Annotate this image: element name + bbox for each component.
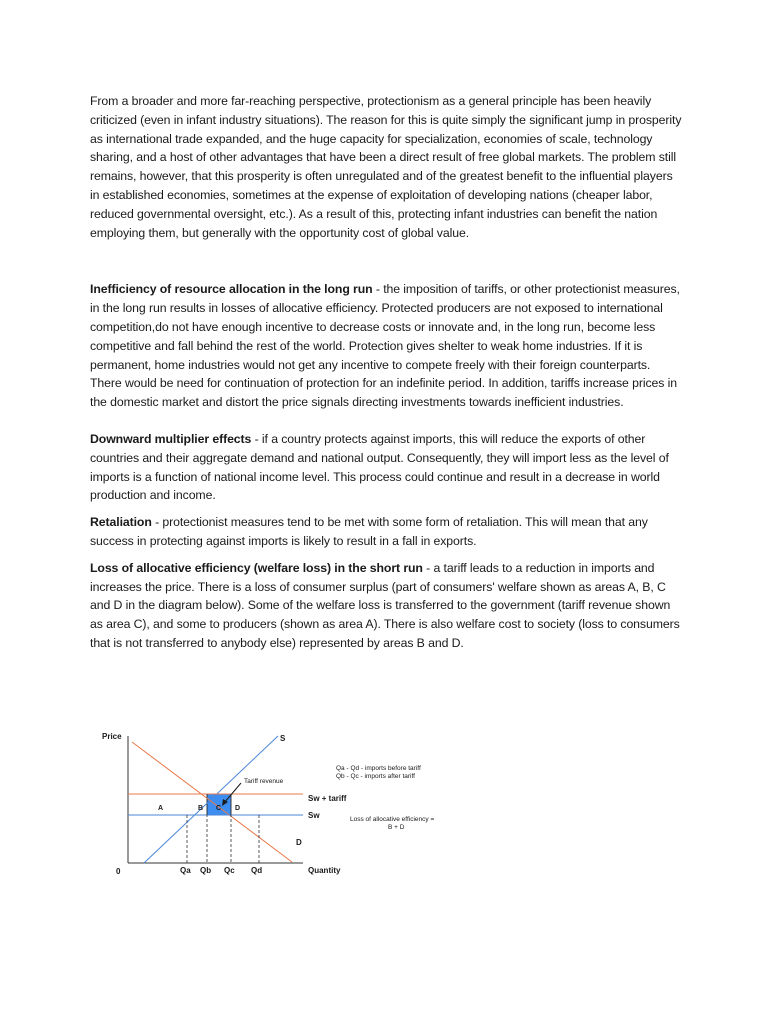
section-body: - a tariff leads to a reduction in imports and increases the price. There is a loss of consumer surplus (part of consumers' welfare shown as areas A, B, C and D in the diagram below). Some of the welfare loss is transferred to the government (tariff revenue shown as area C), and some to producers (shown as area A). There is also welfare cost to society (loss to consumers that is not transferred to anybody else) represented by areas B and D.: [90, 560, 680, 650]
demand-curve: [132, 742, 292, 862]
qa-label: Qa: [180, 866, 191, 875]
section-body: - the imposition of tariffs, or other protectionist measures, in the long run results in losses of allocative efficiency. Protected producers are not exposed to international competition,do not have enough incentive to decrease costs or innovate and, in the long run, become less competitive and fall behind the rest of the world. Protection gives shelter to weak home industries. If it is permanent, home industries would not get any incentive to compete freely with their foreign counterparts. There would be need for continuation of protection for an indefinite period. In addition, tariffs increase prices in the domestic market and distort the price signals directing investments towards inefficient industries.: [90, 282, 680, 410]
imports-note-2: Qb - Qc - imports after tariff: [336, 773, 415, 780]
area-d-label: D: [235, 805, 241, 812]
document-page: [90, 92, 682, 661]
loss-note-1: Loss of allocative efficiency =: [350, 816, 435, 823]
section-heading: Retaliation: [90, 515, 152, 530]
tariff-revenue-arrow: [224, 783, 241, 803]
tariff-diagram: [96, 724, 476, 884]
sw-tariff-label: Sw + tariff: [308, 794, 347, 803]
qd-label: Qd: [251, 866, 263, 875]
loss-note-2: B + D: [388, 824, 405, 831]
tariff-diagram-svg: [96, 724, 476, 884]
imports-note-1: Qa - Qd - imports before tariff: [336, 765, 421, 772]
area-a-label: A: [158, 805, 164, 812]
section-body: - protectionist measures tend to be met with some form of retaliation. This will mean that any success in protecting against imports is likely to result in a fall in exports.: [90, 515, 648, 548]
section-multiplier: [90, 430, 682, 505]
qb-label: Qb: [200, 866, 212, 875]
section-retaliation: [90, 513, 682, 551]
section-inefficiency: [90, 280, 682, 412]
supply-label: S: [280, 734, 286, 743]
supply-curve: [144, 736, 278, 863]
section-welfare-loss: [90, 559, 682, 653]
sw-label: Sw: [308, 811, 320, 820]
origin-label: 0: [116, 867, 121, 876]
section-heading: Downward multiplier effects: [90, 431, 252, 446]
x-axis-label: Quantity: [308, 866, 341, 875]
area-b-label: B: [198, 805, 204, 812]
tariff-revenue-label: Tariff revenue: [244, 778, 284, 785]
section-body: - if a country protects against imports, this will reduce the exports of other countries and their aggregate demand and national output. Consequently, they will import less as the level of imports is a function of national income level. This process could continue and result in a decrease in world production and income.: [90, 431, 669, 503]
demand-label: D: [296, 838, 302, 847]
section-heading: Inefficiency of resource allocation in the long run: [90, 282, 373, 297]
y-axis-label: Price: [102, 732, 122, 741]
area-c-label: C: [216, 805, 222, 812]
intro-paragraph: From a broader and more far-reaching perspective, protectionism as a general principle has been heavily criticized (even in infant industry situations). The reason for this is quite simply the significant jump in prosperity as international trade expanded, and the huge capacity for specialization, economies of scale, technology sharing, and a host of other advantages that have been a direct result of free global markets. The problem still remains, however, that this prosperity is often unregulated and of the greatest benefit to the influential players in established economies, sometimes at the expense of exploitation of developing nations (cheaper labor, reduced governmental oversight, etc.). As a result of this, protecting infant industries can benefit the nation employing them, but generally with the opportunity cost of global value.: [90, 94, 682, 240]
qc-label: Qc: [224, 866, 235, 875]
section-heading: Loss of allocative efficiency (welfare loss) in the short run: [90, 560, 423, 575]
